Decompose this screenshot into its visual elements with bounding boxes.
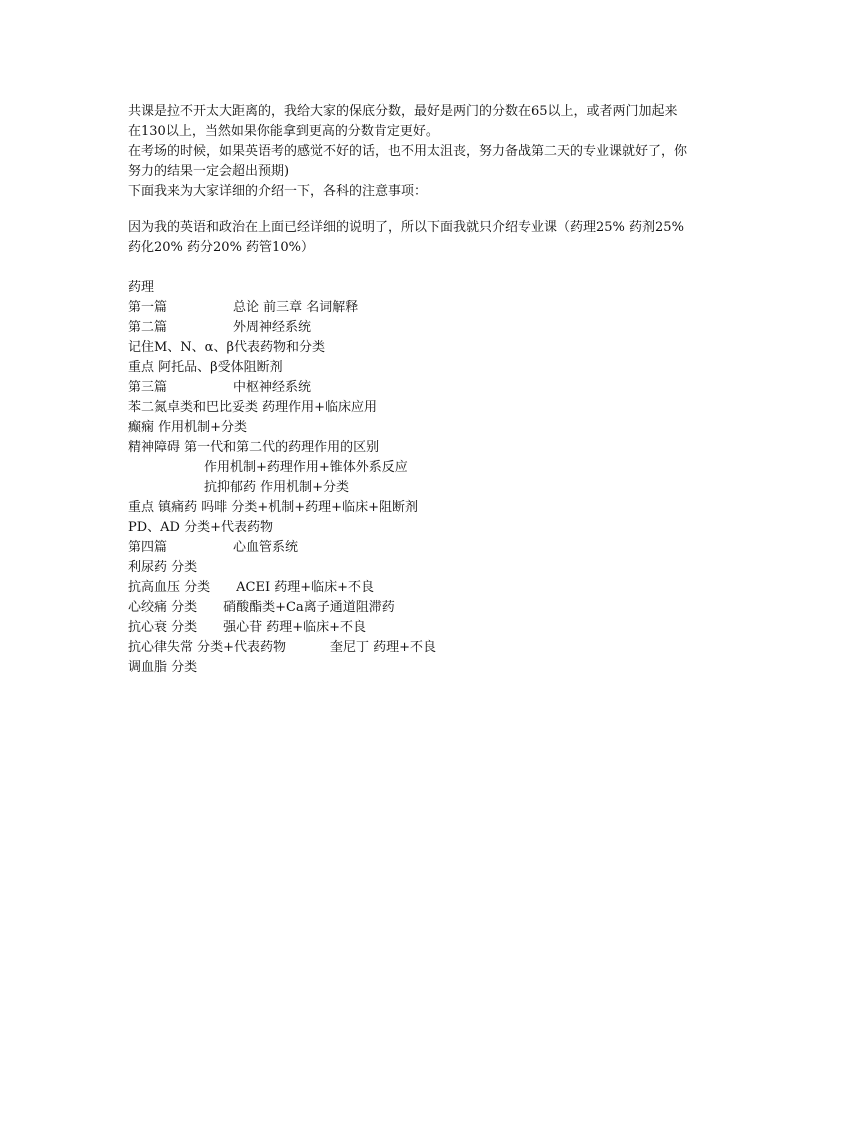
spacer xyxy=(128,258,738,278)
outline-row xyxy=(128,558,738,578)
outline-text: 重点 镇痛药 吗啡 分类+机制+药理+临床+阻断剂 xyxy=(128,500,418,515)
outline-row xyxy=(128,418,738,438)
outline-text: 抗心衰 分类 xyxy=(128,620,198,635)
outline-text: 作用机制+药理作用+锥体外系反应 xyxy=(204,460,408,475)
outline-text: PD、AD 分类+代表药物 xyxy=(128,520,274,535)
intro-line-2: 在130以上，当然如果你能拿到更高的分数肯定更好。 xyxy=(128,124,439,139)
outline-row xyxy=(128,578,738,598)
intro-line-3: 在考场的时候，如果英语考的感觉不好的话，也不用太沮丧，努力备战第二天的专业课就好了，你 xyxy=(128,144,688,159)
outline-text: 记住M、N、α、β代表药物和分类 xyxy=(128,340,325,355)
outline-row xyxy=(128,638,738,658)
outline-text: 重点 阿托品、β受体阻断剂 xyxy=(128,360,283,375)
outline-part: 第三篇 xyxy=(128,380,168,395)
outline-part: 第四篇 xyxy=(128,540,168,555)
outline-detail: 奎尼丁 药理+不良 xyxy=(330,640,437,655)
outline-row xyxy=(128,318,738,338)
outline-topic: 心血管系统 xyxy=(233,540,299,555)
outline-row xyxy=(128,498,738,518)
outline-detail: 强心苷 药理+临床+不良 xyxy=(223,620,367,635)
outline-text: 抗高血压 分类 xyxy=(128,580,211,595)
outline-text: 癫痫 作用机制+分类 xyxy=(128,420,248,435)
outline-topic: 中枢神经系统 xyxy=(233,380,312,395)
subjects-line-2: 药化20% 药分20% 药管10%） xyxy=(128,240,314,255)
outline-part: 第一篇 xyxy=(128,300,168,315)
outline-row xyxy=(128,398,738,418)
spacer xyxy=(128,202,738,218)
outline-text: 精神障碍 第一代和第二代的药理作用的区别 xyxy=(128,440,380,455)
outline-row xyxy=(128,478,738,498)
outline-row xyxy=(128,618,738,638)
document-body xyxy=(128,102,738,678)
outline-row xyxy=(128,338,738,358)
intro-line-5: 下面我来为大家详细的介绍一下，各科的注意事项： xyxy=(128,184,428,199)
intro-line-1: 共课是拉不开太大距离的，我给大家的保底分数，最好是两门的分数在65以上，或者两门加起来 xyxy=(128,104,678,119)
section-heading-pharmacology: 药理 xyxy=(128,280,155,295)
subjects-line-1: 因为我的英语和政治在上面已经详细的说明了，所以下面我就只介绍专业课（药理25% 药剂25% xyxy=(128,220,684,235)
outline-row xyxy=(128,658,738,678)
outline-row xyxy=(128,378,738,398)
outline-text: 利尿药 分类 xyxy=(128,560,198,575)
outline-topic: 总论 前三章 名词解释 xyxy=(233,300,359,315)
outline-text: 抗抑郁药 作用机制+分类 xyxy=(204,480,350,495)
outline-text: 抗心律失常 分类+代表药物 xyxy=(128,640,287,655)
outline-row xyxy=(128,458,738,478)
outline-row xyxy=(128,358,738,378)
outline-row xyxy=(128,298,738,318)
outline-text: 心绞痛 分类 xyxy=(128,600,198,615)
outline-row xyxy=(128,598,738,618)
outline-text: 苯二氮卓类和巴比妥类 药理作用+临床应用 xyxy=(128,400,378,415)
outline-part: 第二篇 xyxy=(128,320,168,335)
outline-text: 调血脂 分类 xyxy=(128,660,198,675)
outline-row xyxy=(128,438,738,458)
outline-row xyxy=(128,518,738,538)
outline-topic: 外周神经系统 xyxy=(233,320,312,335)
outline-row xyxy=(128,538,738,558)
outline-detail: ACEI 药理+临床+不良 xyxy=(236,580,375,595)
outline-detail: 硝酸酯类+Ca离子通道阻滞药 xyxy=(223,600,395,615)
intro-line-4: 努力的结果一定会超出预期) xyxy=(128,164,290,179)
